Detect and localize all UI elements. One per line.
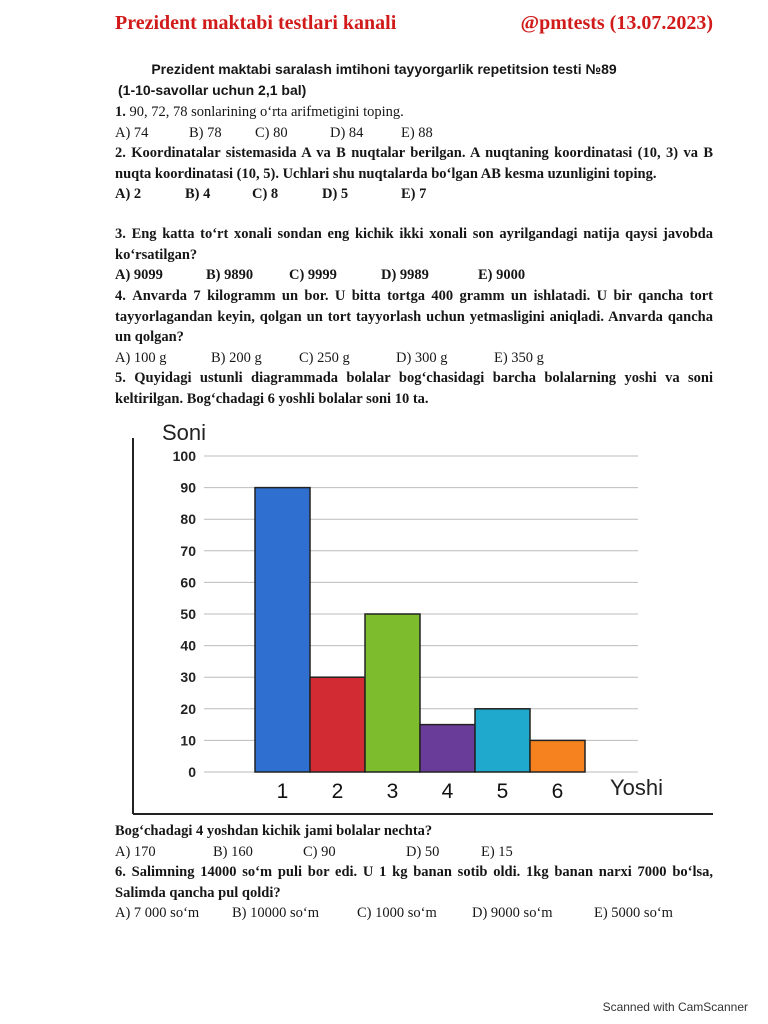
option-e: E) 5000 so‘m [594, 905, 673, 921]
option-d: D) 50 [406, 843, 440, 860]
question-text: Anvarda 7 kilogramm un bor. U bitta tortga 400 gramm un ishlatadi. U bir qancha tort tayyorlagandan keyin, qolgan un tort tayyorlash uchun yetmasligini aniqladi. Anvarda qancha un qolgan? [115, 288, 714, 345]
bar-chart-svg [118, 418, 718, 818]
answer-options [115, 842, 713, 863]
question-text: Salimning 14000 so‘m puli bor edi. U 1 kg banan sotib oldi. 1kg banan narxi 7000 bo‘lsa, Salimda qancha pul qoldi? [115, 864, 714, 901]
question-text: Koordinatalar sistemasida A va B nuqtalar berilgan. A nuqtaning koordinatasi (10, 3) va B nuqta koordinatasi (10, 5). Uchlari shu nuqtalarda bo‘lgan AB kesma uzunligini toping. [115, 145, 713, 182]
x-tick-label: 6 [551, 780, 564, 803]
y-tick-label: 50 [180, 606, 196, 622]
option-b: B) 4 [185, 186, 211, 202]
x-tick-label: 5 [496, 780, 509, 803]
chart-question [115, 821, 713, 862]
bar [310, 677, 365, 772]
option-b: B) 78 [189, 124, 222, 141]
y-tick-label: 20 [180, 700, 196, 717]
answer-options [115, 184, 713, 205]
y-tick-label: 0 [188, 764, 196, 780]
option-a: A) 170 [115, 843, 156, 860]
answer-options [115, 265, 713, 286]
y-tick-label: 60 [180, 574, 196, 591]
answer-options [115, 903, 713, 924]
question-number: 2. [115, 145, 126, 161]
option-e: E) 88 [401, 124, 433, 141]
y-tick-label: 100 [172, 448, 196, 464]
x-tick-label: 1 [276, 780, 289, 803]
option-d: D) 300 g [396, 349, 448, 366]
channel-handle-date: @pmtests (13.07.2023) [520, 12, 713, 34]
question-number: 5. [115, 370, 126, 386]
question-6 [115, 862, 713, 924]
channel-title: Prezident maktabi testlari kanali [115, 12, 397, 34]
test-subtitle: (1-10-savollar uchun 2,1 bal) [118, 82, 307, 98]
bar [530, 740, 585, 772]
question-4 [115, 286, 713, 368]
y-tick-label: 10 [180, 732, 196, 749]
option-c: C) 80 [255, 124, 288, 141]
option-e: E) 7 [401, 186, 427, 202]
x-tick-label: 4 [441, 780, 454, 803]
option-e: E) 9000 [478, 267, 526, 283]
answer-options [115, 123, 713, 144]
option-e: E) 15 [481, 843, 513, 860]
y-tick-label: 40 [180, 637, 196, 654]
option-e: E) 350 g [494, 349, 544, 366]
option-d: D) 5 [322, 186, 349, 202]
question-2 [115, 143, 713, 205]
y-tick-label: 80 [180, 511, 196, 528]
test-title: Prezident maktabi saralash imtihoni tayyorgarlik repetitsion testi №89 [151, 61, 617, 77]
option-c: C) 90 [303, 843, 336, 860]
scanner-watermark: Scanned with CamScanner [602, 1000, 748, 1014]
bar [255, 488, 310, 772]
bar [475, 709, 530, 772]
y-tick-label: 70 [180, 542, 196, 559]
option-d: D) 9000 so‘m [472, 905, 553, 921]
y-tick-label: 30 [180, 669, 196, 686]
question-3 [115, 224, 713, 286]
option-a: A) 9099 [115, 267, 163, 283]
option-b: B) 10000 so‘m [232, 905, 319, 921]
x-tick-label: 3 [386, 780, 399, 803]
x-tick-label: 2 [331, 780, 344, 803]
answer-options [115, 348, 713, 369]
option-a: A) 100 g [115, 349, 167, 366]
option-c: C) 9999 [289, 267, 337, 283]
question-5 [115, 368, 713, 409]
y-axis-label: Soni [162, 420, 207, 445]
option-c: C) 250 g [299, 349, 350, 366]
x-axis-label: Yoshi [610, 775, 664, 800]
option-a: A) 74 [115, 124, 149, 141]
option-c: C) 8 [252, 186, 279, 202]
question-number: 4. [115, 288, 126, 304]
option-b: B) 160 [213, 843, 253, 860]
question-text: Quyidagi ustunli diagrammada bolalar bog‘chasidagi barcha bolalarning yoshi va soni keltirilgan. Bog‘chadagi 6 yoshli bolalar soni 10 ta. [115, 370, 713, 407]
option-a: A) 2 [115, 186, 142, 202]
bar [420, 725, 475, 772]
question-1 [115, 102, 713, 143]
option-d: D) 9989 [381, 267, 429, 283]
option-d: D) 84 [330, 124, 364, 141]
y-tick-label: 90 [180, 479, 196, 496]
question-number: 6. [115, 864, 126, 880]
question-text: Eng katta to‘rt xonali sondan eng kichik ikki xonali son ayrilgandagi natija qaysi javobda ko‘rsatilgan? [115, 226, 713, 263]
bar [365, 614, 420, 772]
question-text: Bog‘chadagi 4 yoshdan kichik jami bolalar nechta? [115, 823, 433, 839]
option-a: A) 7 000 so‘m [115, 905, 200, 921]
option-b: B) 200 g [211, 349, 262, 366]
bar-chart [118, 418, 718, 818]
question-number: 1. [115, 104, 126, 120]
option-b: B) 9890 [206, 267, 254, 283]
question-text: 90, 72, 78 sonlarining o‘rta arifmetigini toping. [129, 104, 404, 120]
question-number: 3. [115, 226, 126, 242]
option-c: C) 1000 so‘m [357, 905, 437, 921]
